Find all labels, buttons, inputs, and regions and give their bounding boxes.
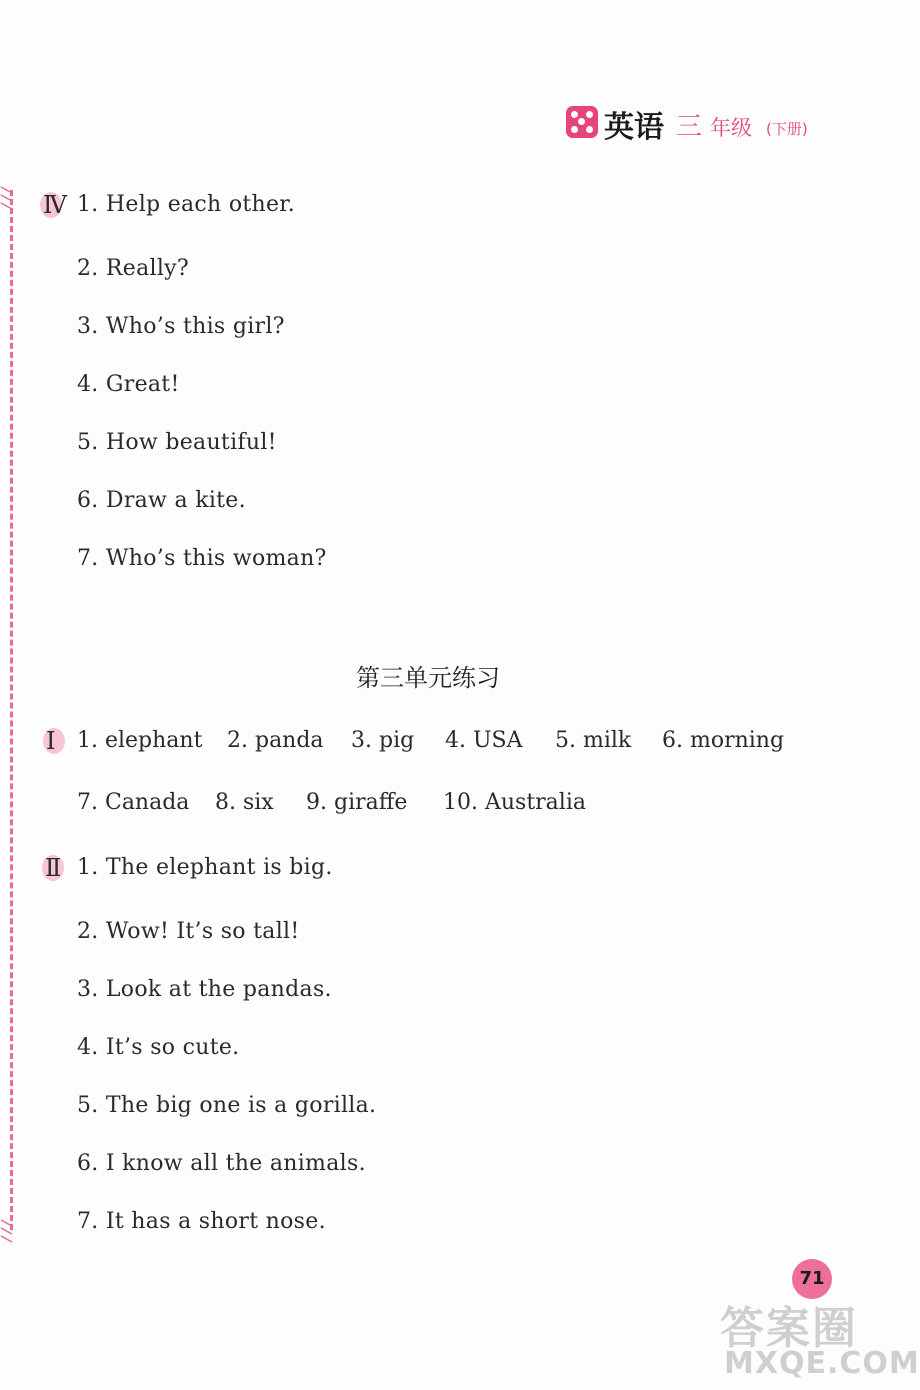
answer-line: 2. Wow! It’s so tall! (77, 919, 300, 944)
header-grade: 年级 (710, 116, 752, 140)
word-answer: 3. pig (351, 728, 415, 753)
word-answer: 1. elephant (77, 728, 203, 753)
word-answer: 8. six (215, 790, 274, 815)
answer-line: 5. How beautiful! (77, 430, 277, 455)
left-arrow-decoration-bottom (0, 1212, 14, 1252)
answer-line: 2. Really? (77, 256, 189, 281)
answer-line: 3. Who’s this girl? (77, 314, 285, 339)
watermark-url: MXQE.COM (724, 1346, 920, 1381)
word-answer: 7. Canada (77, 790, 190, 815)
section-numeral-1: Ⅰ (46, 727, 56, 755)
answer-line: 7. It has a short nose. (77, 1209, 326, 1234)
answer-line: 1. The elephant is big. (77, 855, 333, 880)
word-answer: 10. Australia (443, 790, 586, 815)
word-answer: 2. panda (227, 728, 324, 753)
left-arrow-decoration-top (0, 183, 14, 223)
answer-line: 3. Look at the pandas. (77, 977, 332, 1002)
word-answer: 4. USA (445, 728, 523, 753)
unit-title: 第三单元练习 (356, 664, 500, 692)
word-answer: 6. morning (662, 728, 785, 753)
answer-line: 5. The big one is a gorilla. (77, 1093, 377, 1118)
answer-line: 1. Help each other. (77, 192, 295, 217)
watermark-text: 答案圈 (720, 1303, 858, 1354)
answer-line: 4. It’s so cute. (77, 1035, 240, 1060)
dice-logo-icon (566, 106, 598, 138)
header-volume: (下册) (766, 120, 808, 138)
answer-line: 4. Great! (77, 372, 180, 397)
left-dashed-border (10, 190, 13, 1230)
section-numeral-2: Ⅱ (45, 854, 62, 882)
header-subject: 英语 (604, 110, 664, 145)
page-number: 71 (792, 1259, 832, 1299)
answer-line: 6. I know all the animals. (77, 1151, 366, 1176)
header-grade-number: 三 (676, 112, 703, 142)
section-numeral-4: Ⅳ (43, 191, 67, 219)
answer-line: 6. Draw a kite. (77, 488, 246, 513)
word-answer: 5. milk (555, 728, 632, 753)
word-answer: 9. giraffe (306, 790, 408, 815)
answer-line: 7. Who’s this woman? (77, 546, 327, 571)
